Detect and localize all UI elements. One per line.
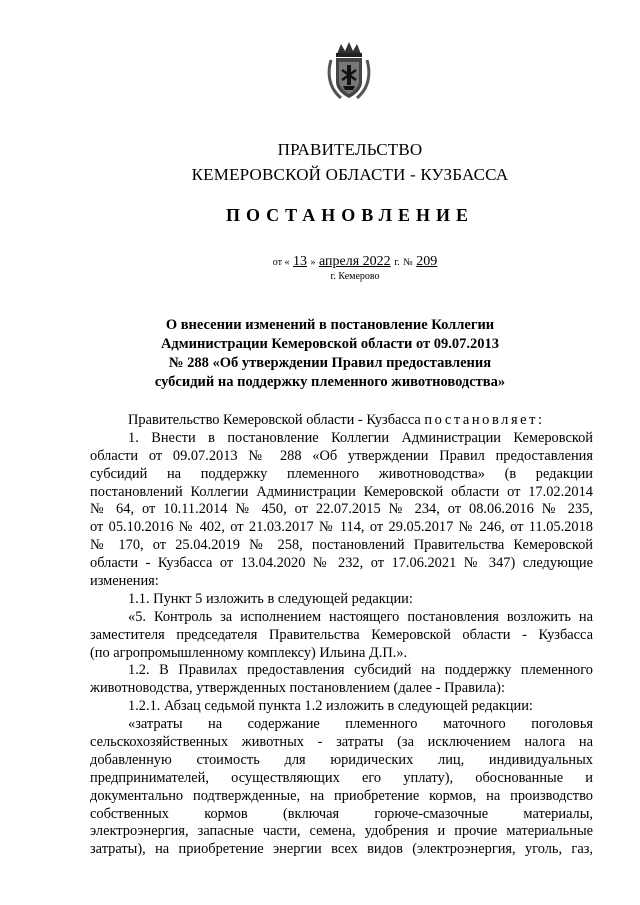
body-line: животноводства, утвержденных постановлением (далее - Правила): <box>90 680 505 697</box>
date-month-year: апреля 2022 <box>319 254 391 269</box>
city-label: г. Кемерово <box>330 271 380 282</box>
government-name-line1: ПРАВИТЕЛЬСТВО <box>277 140 423 159</box>
body-line: 1.2. В Правилах предоставления субсидий на поддержку племенного <box>128 662 593 679</box>
body-line: «затраты на содержание племенного маточного поголовья <box>128 716 593 733</box>
body-line: субсидий на поддержку племенного животноводства» (в редакции <box>90 465 593 482</box>
body-line: от 05.10.2016 № 402, от 21.03.2017 № 114, от 29.05.2017 № 246, от 11.05.2018 <box>90 519 593 536</box>
document-type-heading: ПОСТАНОВЛЕНИЕ <box>225 205 475 225</box>
body-line: № 64, от 10.11.2014 № 450, от 22.07.2015 № 234, от 08.06.2016 № 235, <box>90 501 593 518</box>
body-line: электроэнергия, запасные части, семена, удобрения и прочие материальные <box>90 823 593 840</box>
title-line: субсидий на поддержку племенного животноводства» <box>154 374 506 390</box>
body-line: «5. Контроль за исполнением настоящего постановления возложить на <box>128 608 593 625</box>
intro-text: Правительство Кемеровской области - Кузбасса <box>128 412 421 428</box>
body-line: 1.1. Пункт 5 изложить в следующей редакции: <box>128 590 413 607</box>
date-day: 13 <box>293 254 308 269</box>
title-line: № 288 «Об утверждении Правил предоставления <box>168 355 492 371</box>
body-line: предпринимателей, осуществляющих его уплату), обоснованные и <box>90 769 593 786</box>
body-line: постановлений Коллегии Администрации Кемеровской области от 17.02.2014 <box>90 483 593 500</box>
coat-of-arms-emblem <box>327 40 371 102</box>
body-line: № 170, от 25.04.2019 № 258, постановлений Правительства Кемеровской <box>90 537 593 554</box>
document-number: 209 <box>416 254 438 269</box>
date-number-line <box>0 254 640 270</box>
title-line: О внесении изменений в постановление Коллегии <box>165 317 495 333</box>
body-line: 1. Внести в постановление Коллегии Администрации Кемеровской <box>128 429 593 446</box>
document-number-sign: № <box>403 257 413 268</box>
body-line: добавленную стоимость для юридических лиц, индивидуальных <box>90 751 593 768</box>
body-line: заместителя председателя Правительства Кемеровской области - Кузбасса <box>90 626 593 643</box>
body-line: изменения: <box>90 573 159 590</box>
document-title <box>100 316 560 392</box>
body-line: (по агропромышленному комплексу) Ильина Д.П.». <box>90 644 408 661</box>
government-name-line2: КЕМЕРОВСКОЙ ОБЛАСТИ - КУЗБАССА <box>191 165 509 184</box>
body-line: документально подтвержденные, на приобретение кормов, на производство <box>90 787 593 804</box>
body-line: области от 09.07.2013 № 288 «Об утверждении Правил предоставления <box>90 447 593 464</box>
intro-decree-word: постановляет: <box>424 412 545 428</box>
body-line: области - Кузбасса от 13.04.2020 № 232, от 17.06.2021 № 347) следующие <box>90 555 593 572</box>
body-line: 1.2.1. Абзац седьмой пункта 1.2 изложить в следующей редакции: <box>128 698 533 715</box>
body-line: сельскохозяйственных животных - затраты (за исключением налога на <box>90 734 593 751</box>
date-year-suffix: г. <box>394 257 400 268</box>
title-line: Администрации Кемеровской области от 09.07.2013 <box>160 336 500 352</box>
body-line: затраты), на приобретение энергии всех видов (электроэнергия, уголь, газ, <box>90 841 593 858</box>
date-from-label: от « <box>272 257 290 268</box>
body-line: собственных кормов (включая горюче-смазочные материалы, <box>90 805 593 822</box>
date-close-quote: » <box>310 257 316 268</box>
intro-line <box>90 412 593 430</box>
document-body <box>90 412 593 859</box>
